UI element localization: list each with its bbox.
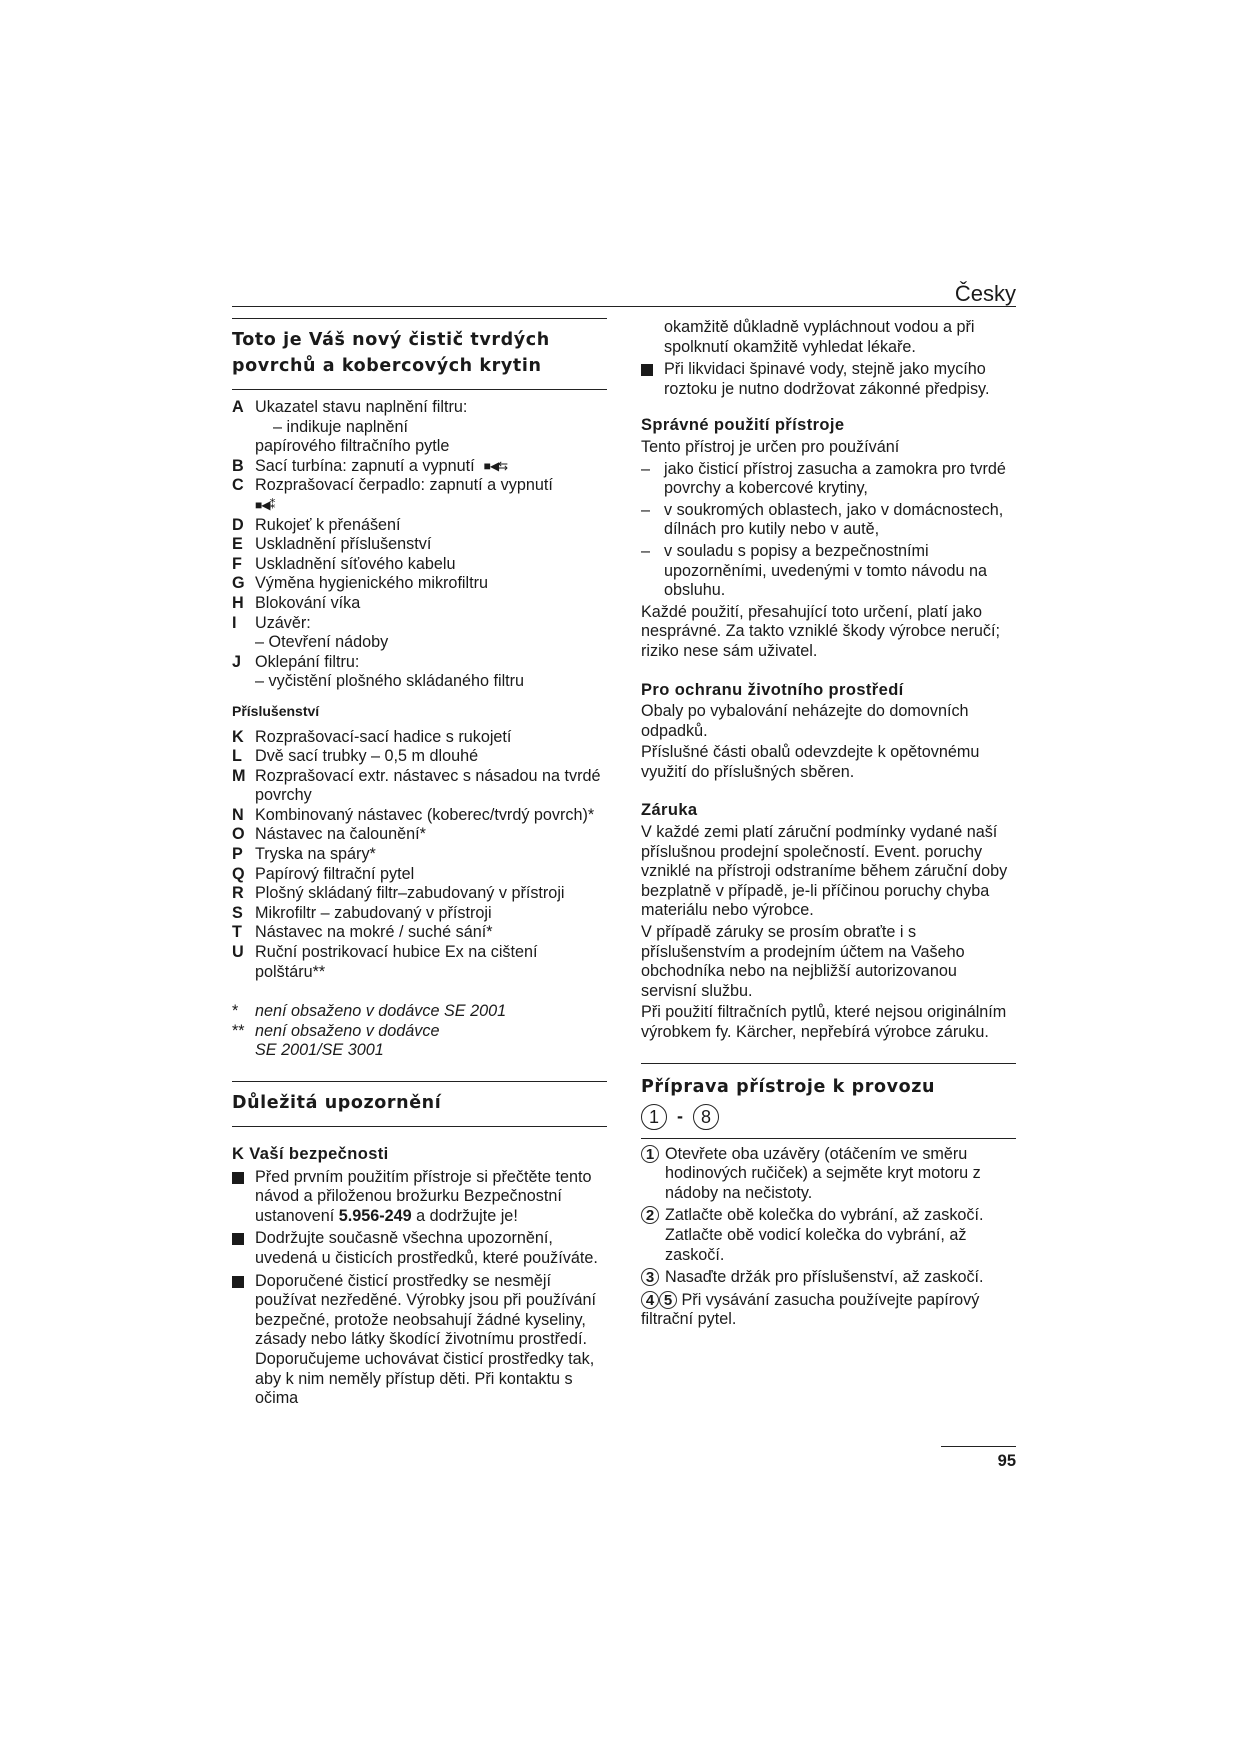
step-number: 5	[659, 1291, 677, 1309]
accessory-item-o	[232, 825, 607, 845]
figure-range-separator: -	[677, 1105, 683, 1126]
section-rule	[232, 1126, 607, 1127]
use-text: v soukromých oblastech, jako v domácnostech, dílnách pro kutily nebo v autě,	[664, 500, 1004, 539]
footnote	[232, 1002, 607, 1022]
part-letter: G	[232, 574, 245, 593]
part-letter: I	[232, 613, 237, 632]
accessory-text: Nástavec na mokré / suché sání*	[255, 923, 493, 942]
part-letter: E	[232, 535, 243, 554]
accessory-item-n	[232, 806, 607, 826]
accessories-heading: Příslušenství	[232, 702, 320, 719]
step-3	[641, 1268, 1016, 1288]
accessory-text: Plošný skládaný filtr–zabudovaný v přístroji	[255, 884, 565, 903]
step-text: Otevřete oba uzávěry (otáčením ve směru hodinových ručiček) a sejměte kryt motoru z nádoby na nečistoty.	[665, 1144, 981, 1202]
footnote-text: není obsaženo v dodávce SE 2001	[255, 1002, 507, 1021]
accessory-text: Papírový filtrační pytel	[255, 864, 415, 883]
use-item	[641, 501, 1016, 540]
footnote-mark: *	[232, 1002, 239, 1021]
section-title-overview: Toto je Váš nový čistič tvrdých povrchů a kobercových krytin	[232, 330, 550, 376]
part-item-f	[232, 555, 607, 575]
step-2	[641, 1206, 1016, 1265]
part-letter: H	[232, 593, 244, 612]
accessory-letter: P	[232, 845, 243, 864]
footnote-mark: **	[232, 1021, 245, 1040]
paragraph: Obaly po vybalování neházejte do domovních odpadků.	[641, 702, 969, 740]
bullet-square	[232, 1272, 255, 1409]
accessory-text: Tryska na spáry*	[255, 845, 376, 864]
step-text: Zatlačte obě kolečka do vybrání, až zaskočí.	[665, 1206, 984, 1225]
proper-use-heading: Správné použití přístroje	[641, 416, 845, 435]
section-title-preparation: Příprava přístroje k provozu	[641, 1076, 936, 1097]
accessory-letter: R	[232, 884, 244, 903]
accessory-letter: S	[232, 903, 243, 922]
bullet-text: Dodržujte současně všechna upozornění, uvedená u čisticích prostředků, které používáte.	[255, 1229, 598, 1267]
accessory-text: Ruční postrikovací hubice Ex na cištení polštáru**	[255, 943, 538, 981]
paragraph: Při použití filtračních pytlů, které nejsou originálním výrobkem fy. Kärcher, nepřebírá výrobce záruku.	[641, 1003, 1007, 1041]
accessory-item-m	[232, 767, 607, 806]
part-item-j	[232, 653, 607, 692]
accessory-letter: O	[232, 825, 245, 844]
step-number: 4	[641, 1291, 659, 1309]
section-rule	[641, 1138, 1016, 1139]
section-rule	[232, 318, 607, 319]
step-text: Zatlačte obě vodicí kolečka do vybrání, až zaskočí.	[665, 1225, 967, 1264]
bullet-text: Doporučené čisticí prostředky se nesmějí používat nezředěné. Výrobky jsou při používání bezpečné, protože neobsahují žádné kyseliny, zásady nebo látky škodící životnímu prostředí. Doporučujeme uchovávat čisticí prostředky tak, aby k nim neměly přístup děti. Při kontaktu s očima	[255, 1271, 597, 1408]
step-number: 3	[641, 1268, 659, 1286]
bullet-square	[232, 1168, 255, 1227]
figure-range	[641, 1104, 1016, 1130]
environment-heading: Pro ochranu životního prostředí	[641, 680, 904, 699]
part-text: Uzávěr:	[255, 613, 311, 632]
accessory-letter: T	[232, 923, 242, 942]
paragraph: V každé zemi platí záruční podmínky vydané naší příslušnou prodejní společností. Event. poruchy vzniklé na přístroji odstraníme během záruční doby bezplatně v případě, je-li příčinou poruchy chyba materiálu nebo výrobce.	[641, 823, 1008, 920]
footnotes	[232, 1002, 607, 1061]
part-text: Rukojeť k přenášení	[255, 515, 401, 534]
accessory-item-s	[232, 904, 607, 924]
brochure-code: 5.956-249	[338, 1206, 412, 1225]
part-item-e	[232, 535, 607, 555]
language-label: Česky	[954, 281, 1016, 306]
accessory-text: Nástavec na čalounění*	[255, 825, 426, 844]
footnote	[232, 1022, 607, 1061]
part-item-g	[232, 574, 607, 594]
accessory-text: Rozprašovací-sací hadice s rukojetí	[255, 727, 512, 746]
bullet-square	[232, 1229, 255, 1268]
dash: –	[641, 459, 651, 478]
section-rule	[232, 1081, 607, 1082]
suction-turbine-icon: ■◀⇆	[483, 458, 508, 473]
accessory-item-t	[232, 923, 607, 943]
bullet-text: Před prvním použitím přístroje si přečtěte tento návod a přiloženou brožurku Bezpečnostní ustanovení	[255, 1167, 592, 1225]
part-subtext: – indikuje naplnění	[273, 417, 409, 436]
bullet-text: a dodržujte je!	[416, 1206, 518, 1225]
accessory-letter: M	[232, 766, 246, 785]
part-letter: C	[232, 476, 244, 495]
step-4-5	[641, 1291, 1016, 1330]
figure-number: 1	[641, 1104, 667, 1130]
part-letter: A	[232, 398, 244, 416]
use-item	[641, 460, 1016, 499]
part-item-d	[232, 516, 607, 536]
use-text: v souladu s popisy a bezpečnostními upozorněními, uvedenými v tomto návodu na obsluhu.	[664, 541, 988, 600]
paragraph: Příslušné části obalů odevzdejte k opětovnému využití do příslušných sběren.	[641, 743, 980, 781]
paragraph: V případě záruky se prosím obraťte i s příslušenstvím a prodejním účtem na Vašeho obchodníka nebo na nejbližší autorizovanou servisní službu.	[641, 923, 965, 1000]
part-item-a	[232, 398, 607, 457]
part-text: Ukazatel stavu naplnění filtru:	[255, 398, 468, 416]
accessory-letter: U	[232, 943, 244, 962]
figure-number: 8	[693, 1104, 719, 1130]
accessory-text: Rozprašovací extr. nástavec s násadou na tvrdé povrchy	[255, 766, 601, 805]
step-1	[641, 1145, 1016, 1204]
part-text: Oklepání filtru:	[255, 652, 360, 671]
footnote-text: není obsaženo v dodávce	[255, 1021, 440, 1040]
accessory-item-p	[232, 845, 607, 865]
part-item-c	[232, 476, 607, 515]
accessory-letter: L	[232, 747, 242, 766]
part-text: Blokování víka	[255, 593, 361, 612]
use-text: jako čisticí přístroj zasucha a zamokra pro tvrdé povrchy a kobercové krytiny,	[664, 459, 1006, 498]
accessory-letter: K	[232, 727, 244, 746]
accessory-item-q	[232, 865, 607, 885]
step-text: Při vysávání zasucha používejte papírový filtrační pytel.	[641, 1290, 980, 1329]
spray-pump-icon: ■◀⁑	[255, 497, 275, 512]
part-text: Uskladnění příslušenství	[255, 535, 432, 554]
parts-list	[232, 398, 607, 692]
header-rule	[232, 306, 1016, 307]
accessories-list	[232, 728, 607, 983]
step-number: 1	[641, 1145, 659, 1163]
part-letter: J	[232, 652, 242, 671]
part-item-i	[232, 614, 607, 653]
paragraph: Každé použití, přesahující toto určení, platí jako nesprávné. Za takto vzniklé škody výrobce neručí; riziko nese sám uživatel.	[641, 602, 1000, 660]
footnote-text: SE 2001/SE 3001	[255, 1041, 384, 1060]
bullet-text: Při likvidaci špinavé vody, stejně jako mycího roztoku je nutno dodržovat zákonné předpisy.	[664, 360, 990, 398]
waste-bullet	[641, 360, 1016, 399]
part-item-b	[232, 457, 607, 477]
accessory-letter: N	[232, 805, 244, 824]
accessory-text: Kombinovaný nástavec (koberec/tvrdý povrch)*	[255, 805, 595, 824]
use-item	[641, 542, 1016, 601]
part-subtext: – Otevření nádoby	[255, 633, 389, 652]
accessory-text: Mikrofiltr – zabudovaný v přístroji	[255, 903, 492, 922]
accessory-item-l	[232, 747, 607, 767]
left-column	[232, 318, 607, 1409]
section-rule	[641, 1063, 1016, 1064]
safety-bullet	[232, 1168, 607, 1227]
part-item-h	[232, 594, 607, 614]
accessory-text: Dvě sací trubky – 0,5 m dlouhé	[255, 747, 479, 766]
safety-bullet	[232, 1229, 607, 1268]
page-number: 95	[997, 1452, 1016, 1470]
safety-bullet	[232, 1272, 607, 1409]
continued-text: okamžitě důkladně vypláchnout vodou a při spolknutí okamžitě vyhledat lékaře.	[664, 318, 975, 356]
accessory-item-u	[232, 943, 607, 982]
section-rule	[232, 389, 607, 390]
safety-heading: K Vaší bezpečnosti	[232, 1145, 389, 1163]
part-letter: D	[232, 515, 244, 534]
dash: –	[641, 500, 651, 519]
paragraph: Tento přístroj je určen pro používání	[641, 437, 900, 456]
dash: –	[641, 541, 651, 560]
part-text: Rozprašovací čerpadlo: zapnutí a vypnutí	[255, 476, 553, 495]
part-subtext: papírového filtračního pytle	[255, 437, 450, 456]
step-number: 2	[641, 1206, 659, 1224]
page-number-rule	[941, 1446, 1016, 1447]
part-subtext: – vyčistění plošného skládaného filtru	[255, 672, 525, 691]
accessory-item-k	[232, 728, 607, 748]
step-text: Nasaďte držák pro příslušenství, až zaskočí.	[665, 1268, 984, 1287]
bullet-square	[641, 360, 664, 399]
part-letter: B	[232, 456, 244, 475]
part-text: Uskladnění síťového kabelu	[255, 554, 456, 573]
accessory-item-r	[232, 884, 607, 904]
warranty-heading: Záruka	[641, 801, 698, 820]
part-text: Sací turbína: zapnutí a vypnutí	[255, 456, 475, 475]
part-letter: F	[232, 554, 242, 573]
part-text: Výměna hygienického mikrofiltru	[255, 574, 489, 593]
accessory-letter: Q	[232, 864, 245, 883]
right-column	[641, 318, 1016, 1330]
section-title-important: Důležitá upozornění	[232, 1093, 442, 1113]
